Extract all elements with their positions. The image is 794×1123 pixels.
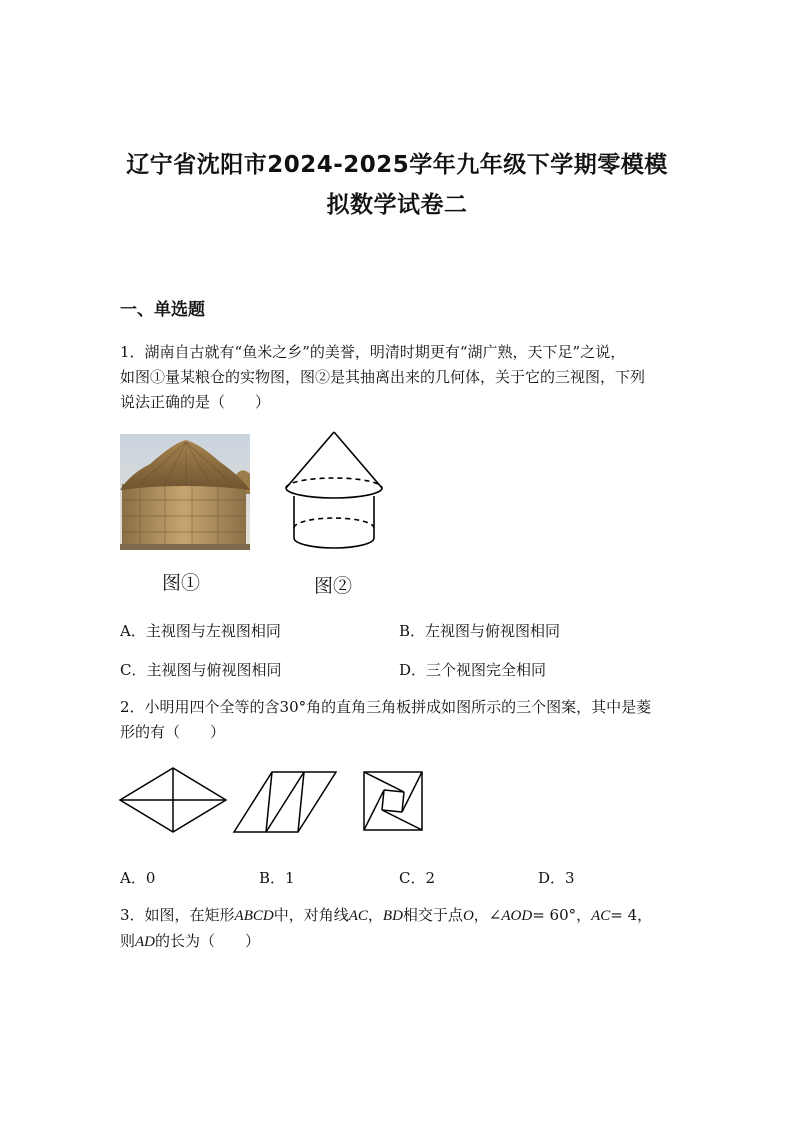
q1-option-d: D．三个视图完全相同 [399,661,547,679]
question-3-line-1: 3．如图，在矩形ABCD中，对角线AC，BD相交于点O，∠AOD= 60°，AC= 4， [120,906,653,924]
granary-photo [120,434,250,550]
q1-option-a: A．主视图与左视图相同 [120,622,281,640]
q2-option-c: C．2 [399,869,436,887]
q1-option-b: B．左视图与俯视图相同 [399,622,561,640]
cone-cylinder-figure [278,428,390,554]
question-1 [120,340,680,415]
question-3 [120,903,700,955]
question-1-line-3: 说法正确的是（ ） [120,393,271,411]
q2-option-a: A．0 [120,869,156,887]
title-line-1: 辽宁省沈阳市2024-2025学年九年级下学期零模模 [126,152,668,178]
figure-2-caption: 图② [314,576,353,597]
question-1-line-2: 如图①量某粮仓的实物图，图②是其抽离出来的几何体，关于它的三视图，下列 [120,368,646,386]
section-heading: 一、单选题 [120,300,205,320]
rhombus-figure [120,768,226,832]
question-1-line-1: 1．湖南自古就有“鱼米之乡”的美誉，明清时期更有“湖广熟，天下足”之说， [120,343,626,361]
q2-option-d: D．3 [538,869,575,887]
q2-figures [118,766,430,836]
question-2-line-2: 形的有（ ） [120,723,226,741]
question-3-line-2: 则AD的长为（ ） [120,932,261,950]
title-line-2: 拟数学试卷二 [326,192,468,218]
q2-option-b: B．1 [259,869,295,887]
parallelogram-figure [234,772,336,832]
square-pinwheel-figure [364,772,422,830]
q1-option-c: C．主视图与俯视图相同 [120,661,282,679]
question-2-line-1: 2．小明用四个全等的含30°角的直角三角板拼成如图所示的三个图案，其中是菱 [120,698,652,716]
question-2 [120,695,680,745]
figure-1-caption: 图① [162,573,201,594]
